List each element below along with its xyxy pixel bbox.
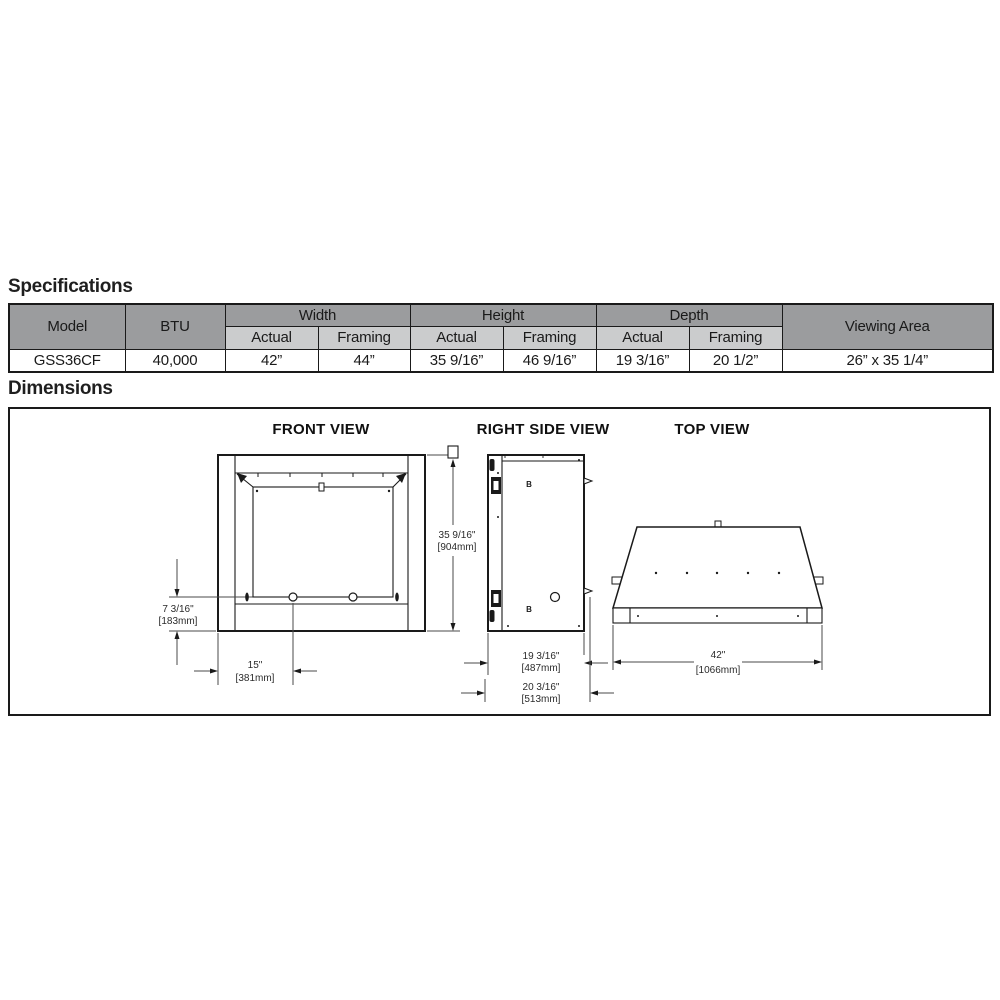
specifications-table xyxy=(8,303,994,373)
top-view-title: TOP VIEW xyxy=(674,421,750,438)
spec-table-row xyxy=(9,349,993,372)
depth-overall-inches-label: 20 3/16" xyxy=(522,682,560,693)
top-bracket-tab xyxy=(319,483,324,491)
cell-width-framing: 44” xyxy=(318,349,410,372)
overall-width-dimension xyxy=(613,625,822,676)
col-header-viewing-area: Viewing Area xyxy=(782,304,993,349)
overall-width-inches-label: 42" xyxy=(710,650,726,661)
cell-btu: 40,000 xyxy=(125,349,225,372)
depth-actual-dimension xyxy=(464,633,608,675)
marker-b-top: B xyxy=(526,480,532,489)
overall-height-dimension xyxy=(427,446,477,631)
front-inlet-height-dimension xyxy=(159,559,216,665)
subheader-depth-actual: Actual xyxy=(596,326,689,349)
front-view xyxy=(159,421,425,685)
front-view-title: FRONT VIEW xyxy=(272,421,370,438)
col-header-btu: BTU xyxy=(125,304,225,349)
cell-viewing-area: 26” x 35 1/4” xyxy=(782,349,993,372)
dimensions-heading: Dimensions xyxy=(8,378,113,399)
dimensions-drawing xyxy=(8,407,992,717)
rear-tab-bottom xyxy=(584,588,592,594)
subheader-height-actual: Actual xyxy=(410,326,503,349)
cell-height-actual: 35 9/16” xyxy=(410,349,503,372)
side-gas-inlet-hole xyxy=(551,593,560,602)
subheader-width-actual: Actual xyxy=(225,326,318,349)
depth-overall-mm-label: [513mm] xyxy=(521,694,561,705)
left-slot xyxy=(245,593,249,602)
right-slot xyxy=(395,593,399,602)
marker-b-bottom: B xyxy=(526,605,532,614)
cell-width-actual: 42” xyxy=(225,349,318,372)
front-slot-top xyxy=(490,459,495,471)
front-view-outline xyxy=(218,455,425,631)
specifications-heading: Specifications xyxy=(8,276,133,297)
cell-depth-actual: 19 3/16” xyxy=(596,349,689,372)
cell-model: GSS36CF xyxy=(9,349,125,372)
overall-width-mm-label: [1066mm] xyxy=(695,665,741,676)
gas-inlet-hole-left xyxy=(289,593,297,601)
col-header-width: Width xyxy=(225,304,410,326)
inlet-offset-mm-label: [381mm] xyxy=(235,673,275,684)
subheader-depth-framing: Framing xyxy=(689,326,782,349)
overall-height-mm-label: [904mm] xyxy=(437,542,477,553)
cell-depth-framing: 20 1/2” xyxy=(689,349,782,372)
subheader-width-framing: Framing xyxy=(318,326,410,349)
depth-actual-mm-label: [487mm] xyxy=(521,663,561,674)
right-side-view xyxy=(461,421,614,705)
inlet-height-inches-label: 7 3/16" xyxy=(162,604,194,615)
right-side-view-title: RIGHT SIDE VIEW xyxy=(476,421,610,438)
cell-height-framing: 46 9/16” xyxy=(503,349,596,372)
gas-inlet-hole-right xyxy=(349,593,357,601)
top-tab xyxy=(715,521,721,527)
top-view xyxy=(612,421,823,676)
depth-actual-inches-label: 19 3/16" xyxy=(522,651,560,662)
top-view-body xyxy=(613,527,822,608)
top-standoff-detail xyxy=(448,446,458,458)
inlet-height-mm-label: [183mm] xyxy=(158,616,198,627)
rear-tab-top xyxy=(584,478,592,484)
front-slot-bottom xyxy=(490,610,495,622)
col-header-depth: Depth xyxy=(596,304,782,326)
overall-height-inches-label: 35 9/16" xyxy=(438,530,476,541)
col-header-model: Model xyxy=(9,304,125,349)
subheader-height-framing: Framing xyxy=(503,326,596,349)
inlet-offset-inches-label: 15" xyxy=(247,660,263,671)
col-header-height: Height xyxy=(410,304,596,326)
